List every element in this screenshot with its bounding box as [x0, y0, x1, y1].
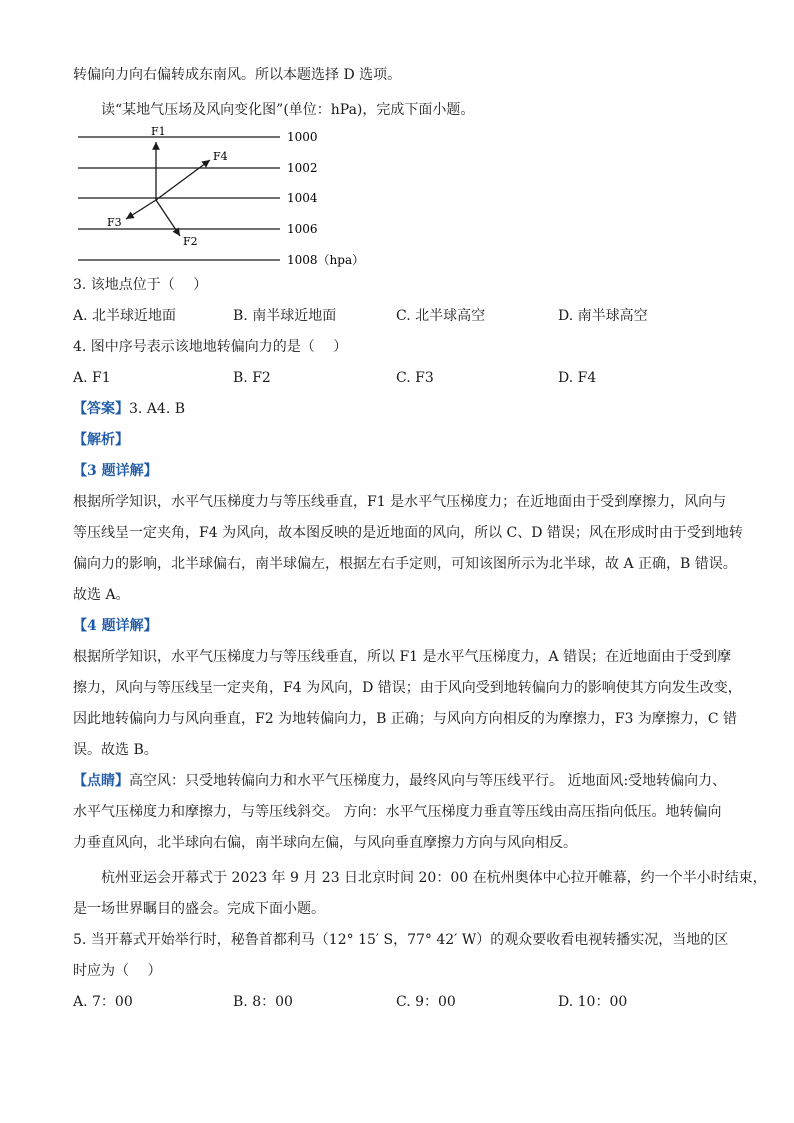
isobar-label-1006: 1006 — [287, 222, 318, 236]
q4-option-a: A. F1 — [73, 370, 111, 386]
answer-label: 答案 — [87, 401, 115, 417]
detail3-line-1: 根据所学知识，水平气压梯度力与等压线垂直，F1 是水平气压梯度力；在近地面由于受到摩擦力，风向与 — [73, 494, 727, 510]
isobar-label-1008: 1008（hpa） — [287, 253, 365, 267]
q4-option-b: B. F2 — [233, 370, 271, 386]
detail4-heading: 【4 题详解】 — [73, 618, 158, 634]
detail3-label: 3 题详解 — [87, 463, 144, 479]
detail3-line-4: 故选 A。 — [73, 587, 130, 603]
dianjing-label: 点睛 — [87, 773, 115, 789]
detail4-line-2: 擦力，风向与等压线呈一定夹角，F4 为风向，D 错误；由于风向受到地转偏向力的影响使其方向发生改变， — [73, 680, 742, 696]
dianjing-text-1: 高空风：只受地转偏向力和水平气压梯度力，最终风向与等压线平行。 近地面风:受地转偏向力、 — [129, 773, 727, 789]
q5-option-a: A. 7：00 — [73, 994, 133, 1010]
q4-option-c: C. F3 — [396, 370, 434, 386]
isobar-label-1004: 1004 — [287, 191, 318, 205]
q5-option-b: B. 8：00 — [233, 994, 293, 1010]
q3-option-a: A. 北半球近地面 — [73, 308, 177, 324]
f2-arrow — [156, 200, 180, 236]
f4-label: F4 — [213, 150, 228, 163]
q5-option-c: C. 9：00 — [396, 994, 456, 1010]
q3-stem: 3. 该地点位于（ ） — [73, 277, 208, 293]
passage-line-2: 是一场世界瞩目的盛会。完成下面小题。 — [73, 901, 325, 917]
isobar-label-1000: 1000 — [287, 130, 318, 144]
f3-arrow — [126, 200, 156, 219]
answer-text: 3. A4. B — [129, 401, 186, 417]
q5-option-d: D. 10：00 — [558, 994, 628, 1010]
q4-stem: 4. 图中序号表示该地地转偏向力的是（ ） — [73, 339, 348, 355]
f3-label: F3 — [107, 216, 122, 229]
q5-stem-line-2: 时应为（ ） — [73, 963, 162, 979]
passage-line-1: 杭州亚运会开幕式于 2023 年 9 月 23 日北京时间 20：00 在杭州奥体中心拉开帷幕，约一个半小时结束， — [101, 870, 767, 886]
detail4-line-3: 因此地转偏向力与风向垂直，F2 为地转偏向力，B 正确；与风向方向相反的为摩擦力，F3 为摩擦力，C 错 — [73, 711, 738, 727]
analysis-label: 解析 — [87, 432, 115, 448]
f4-arrow — [156, 160, 210, 200]
isobar-label-1002: 1002 — [287, 161, 318, 175]
q3-option-c: C. 北半球高空 — [396, 308, 486, 324]
detail4-label: 4 题详解 — [87, 618, 144, 634]
f2-label: F2 — [183, 235, 198, 248]
detail3-line-3: 偏向力的影响，北半球偏右，南半球偏左，根据左右手定则，可知该图所示为北半球，故 A 正确，B 错误。 — [73, 556, 737, 572]
q4-option-d: D. F4 — [558, 370, 597, 386]
f1-label: F1 — [151, 125, 166, 138]
dianjing-line-2: 水平气压梯度力和摩擦力，与等压线斜交。 方向：水平气压梯度力垂直等压线由高压指向低压。地转偏向 — [73, 804, 722, 820]
dianjing-line-1: 【点睛】高空风：只受地转偏向力和水平气压梯度力，最终风向与等压线平行。 近地面风:受地转偏向力、 — [73, 773, 727, 789]
detail3-heading: 【3 题详解】 — [73, 463, 158, 479]
pressure-wind-diagram — [70, 122, 370, 272]
q3-option-d: D. 南半球高空 — [558, 308, 648, 324]
detail4-line-4: 误。故选 B。 — [73, 742, 158, 758]
detail3-line-2: 等压线呈一定夹角，F4 为风向，故本图反映的是近地面的风向，所以 C、D 错误；风在形成时由于受到地转 — [73, 525, 743, 541]
detail4-line-1: 根据所学知识，水平气压梯度力与等压线垂直，所以 F1 是水平气压梯度力，A 错误；在近地面由于受到摩 — [73, 649, 732, 665]
analysis-heading: 【解析】 — [73, 432, 129, 448]
intro-line: 转偏向力向右偏转成东南风。所以本题选择 D 选项。 — [73, 67, 402, 83]
q3-option-b: B. 南半球近地面 — [233, 308, 337, 324]
answer-line: 【答案】3. A4. B — [73, 401, 186, 417]
dianjing-line-3: 力垂直风向，北半球向右偏，南半球向左偏，与风向垂直摩擦力方向与风向相反。 — [73, 835, 577, 851]
q5-stem-line-1: 5. 当开幕式开始举行时，秘鲁首都利马（12° 15′ S，77° 42′ W）的观众要收看电视转播实况，当地的区 — [73, 932, 729, 948]
diagram-prompt: 读“某地气压场及风向变化图”(单位：hPa)，完成下面小题。 — [101, 102, 475, 118]
